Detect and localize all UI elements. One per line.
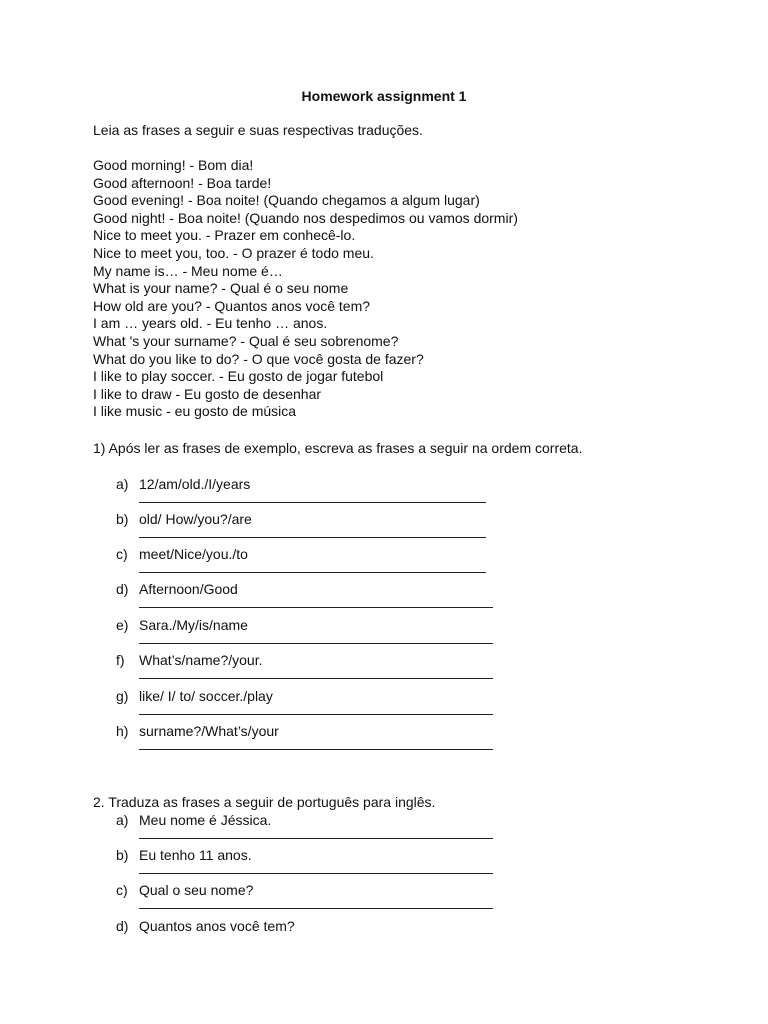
answer-line — [139, 607, 493, 608]
phrase-line: What is your name? - Qual é o seu nome — [93, 280, 349, 297]
answer-line — [139, 838, 493, 839]
item-text: Quantos anos você tem? — [139, 918, 295, 934]
answer-line — [139, 572, 486, 573]
item-letter: f) — [116, 652, 125, 668]
phrase-line: My name is… - Meu nome é… — [93, 262, 283, 279]
phrase-line: Nice to meet you, too. - O prazer é todo meu. — [93, 244, 374, 261]
item-letter: c) — [116, 546, 128, 562]
item-text: Meu nome é Jéssica. — [139, 812, 272, 828]
item-letter: b) — [116, 511, 129, 527]
intro-text: Leia as frases a seguir e suas respectivas traduções. — [93, 122, 423, 138]
answer-line — [139, 749, 493, 750]
phrase-line: Good afternoon! - Boa tarde! — [93, 174, 272, 191]
phrase-line: What 's your surname? - Qual é seu sobrenome? — [93, 332, 399, 349]
item-text: meet/Nice/you./to — [139, 546, 248, 562]
item-letter: b) — [116, 847, 129, 863]
phrase-line: I am … years old. - Eu tenho … anos. — [93, 315, 328, 332]
item-text: Afternoon/Good — [139, 581, 238, 597]
item-text: Eu tenho 11 anos. — [139, 847, 252, 863]
phrase-line: Good morning! - Bom dia! — [93, 157, 254, 173]
question-1-prompt: 1) Após ler as frases de exemplo, escreva as frases a seguir na ordem correta. — [93, 440, 583, 456]
page-title: Homework assignment 1 — [301, 88, 467, 104]
answer-line — [139, 678, 493, 679]
phrase-line: Nice to meet you. - Prazer em conhecê-lo. — [93, 227, 356, 244]
item-text: surname?/What’s/your — [139, 723, 279, 739]
item-letter: d) — [116, 581, 129, 597]
phrase-line: Good night! - Boa noite! (Quando nos despedimos ou vamos dormir) — [93, 209, 518, 226]
phrase-line: I like to play soccer. - Eu gosto de jogar futebol — [93, 368, 384, 385]
answer-line — [139, 537, 486, 538]
item-letter: a) — [116, 812, 129, 828]
item-letter: a) — [116, 476, 129, 492]
answer-line — [139, 908, 493, 909]
item-letter: d) — [116, 918, 129, 934]
item-letter: e) — [116, 617, 129, 633]
answer-line — [139, 873, 493, 874]
item-text: What’s/name?/your. — [139, 652, 263, 668]
phrase-line: How old are you? - Quantos anos você tem? — [93, 297, 371, 314]
item-letter: h) — [116, 723, 129, 739]
answer-line — [139, 502, 486, 503]
phrase-line: Good evening! - Boa noite! (Quando chegamos a algum lugar) — [93, 192, 480, 209]
answer-line — [139, 643, 493, 644]
phrase-line: I like music - eu gosto de música — [93, 403, 297, 420]
phrase-line: I like to draw - Eu gosto de desenhar — [93, 385, 322, 402]
item-letter: c) — [116, 882, 128, 898]
question-2-prompt: 2. Traduza as frases a seguir de português para inglês. — [93, 794, 436, 810]
item-text: like/ I/ to/ soccer./play — [139, 688, 273, 704]
item-letter: g) — [116, 688, 129, 704]
item-text: Sara./My/is/name — [139, 617, 248, 633]
phrase-line: What do you like to do? - O que você gosta de fazer? — [93, 350, 424, 367]
answer-line — [139, 714, 493, 715]
item-text: 12/am/old./I/years — [139, 476, 251, 492]
phrase-list — [93, 157, 518, 421]
item-text: old/ How/you?/are — [139, 511, 252, 527]
item-text: Qual o seu nome? — [139, 882, 254, 898]
